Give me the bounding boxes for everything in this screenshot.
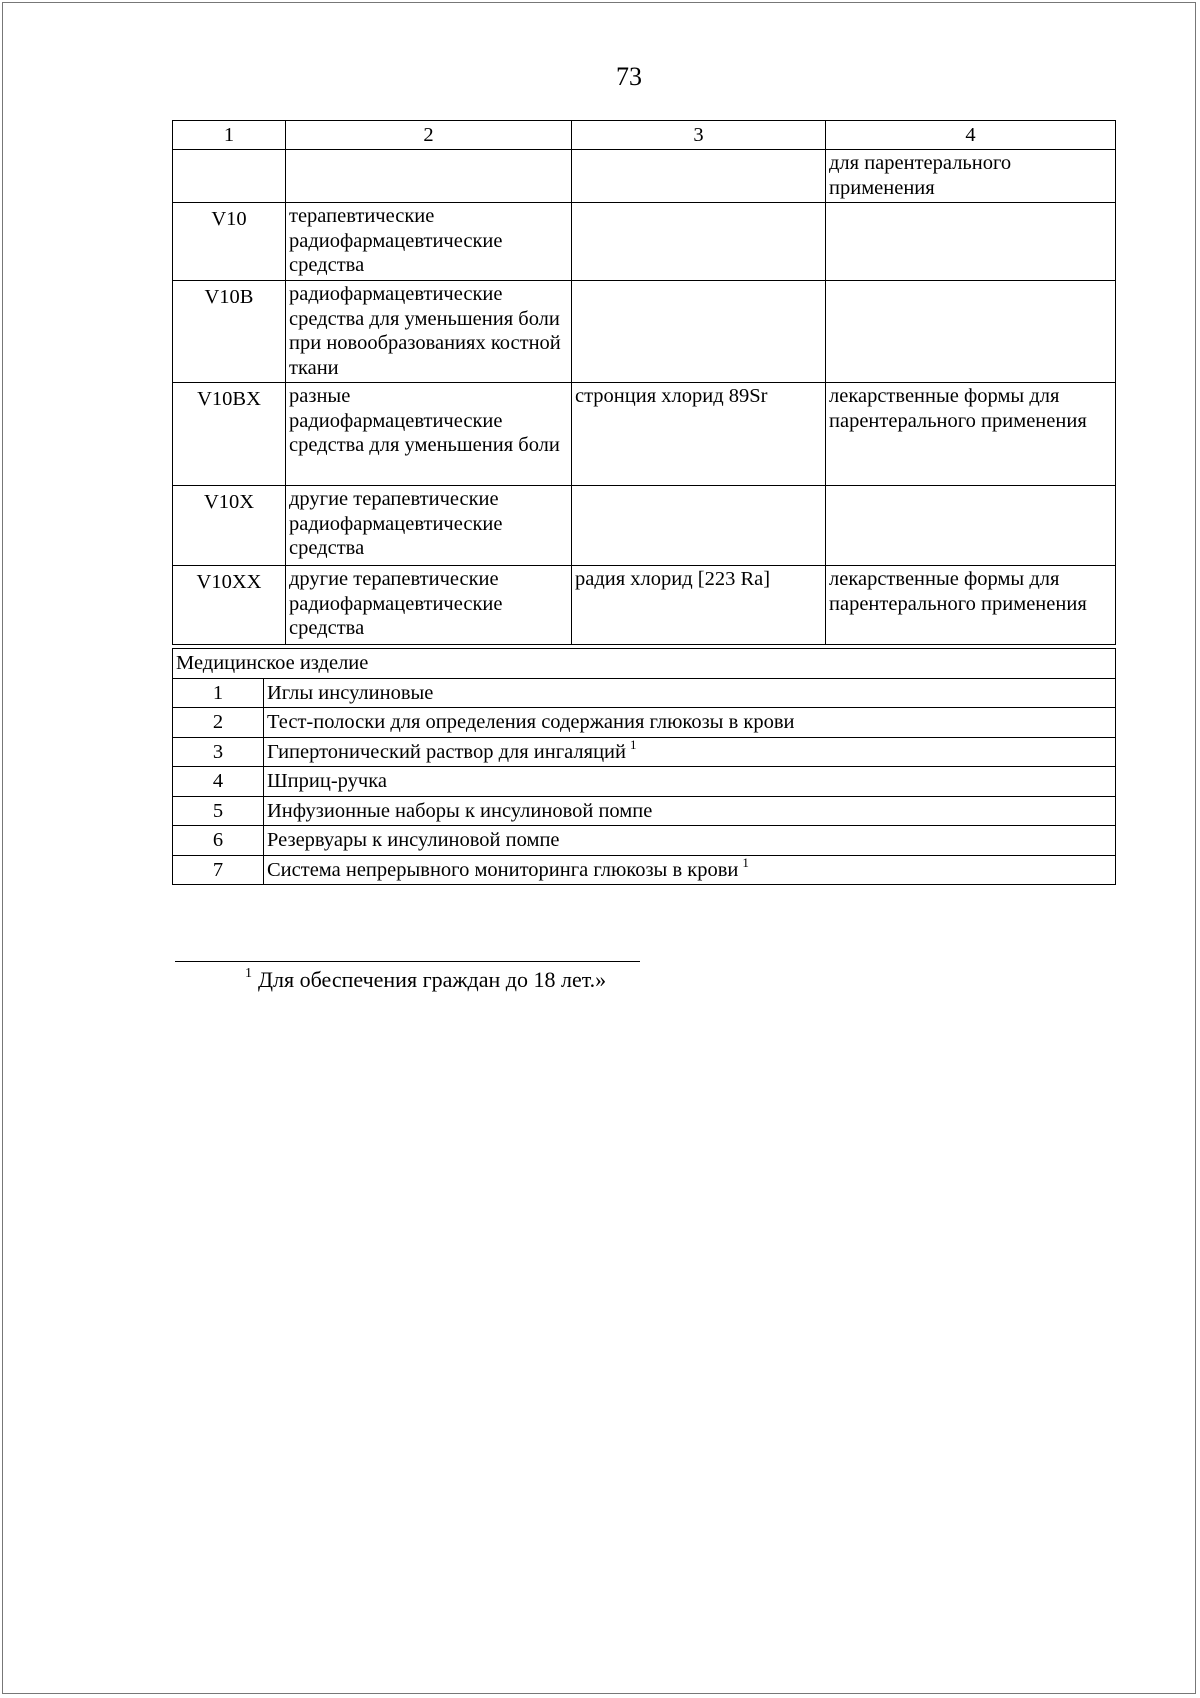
atc-code: V10B	[173, 281, 286, 383]
item-number: 7	[173, 855, 264, 885]
item-number: 4	[173, 767, 264, 797]
footnote-mark: 1	[245, 966, 252, 981]
list-item	[173, 826, 1116, 856]
atc-code	[173, 150, 286, 203]
column-header-4: 4	[826, 121, 1116, 150]
dosage-form: для парентерального применения	[826, 150, 1116, 203]
atc-group: другие терапевтические радиофармацевтические средства	[286, 566, 572, 645]
item-name-text: Иглы инсулиновые	[267, 681, 434, 704]
atc-group: радиофармацевтические средства для уменьшения боли при новообразованиях костной ткани	[286, 281, 572, 383]
page-number: 73	[616, 62, 642, 91]
item-number: 5	[173, 796, 264, 826]
list-item	[173, 796, 1116, 826]
item-name	[264, 826, 1116, 856]
section-title: Медицинское изделие	[173, 649, 1116, 679]
dosage-form: лекарственные формы для парентерального применения	[826, 383, 1116, 486]
table-row	[173, 566, 1116, 645]
item-number: 1	[173, 678, 264, 708]
drug-name	[572, 150, 826, 203]
item-name	[264, 767, 1116, 797]
atc-group	[286, 150, 572, 203]
item-name-text: Инфузионные наборы к инсулиновой помпе	[267, 799, 653, 822]
table-row	[173, 281, 1116, 383]
drug-name: радия хлорид [223 Ra]	[572, 566, 826, 645]
column-header-2: 2	[286, 121, 572, 150]
column-header-3: 3	[572, 121, 826, 150]
item-name-text: Шприц-ручка	[267, 770, 387, 793]
footnote-ref: 1	[742, 854, 749, 870]
drug-name	[572, 486, 826, 566]
atc-group: другие терапевтические радиофармацевтические средства	[286, 486, 572, 566]
table-row	[173, 383, 1116, 486]
atc-code: V10X	[173, 486, 286, 566]
item-name-text: Резервуары к инсулиновой помпе	[267, 829, 560, 852]
atc-group: разные радиофармацевтические средства для уменьшения боли	[286, 383, 572, 486]
footnote-ref: 1	[630, 736, 637, 752]
item-name-text: Тест-полоски для определения содержания глюкозы в крови	[267, 711, 795, 734]
section-row	[173, 649, 1116, 679]
table-header-row	[173, 121, 1116, 150]
column-header-1: 1	[173, 121, 286, 150]
table-row	[173, 150, 1116, 203]
atc-code: V10XX	[173, 566, 286, 645]
footnote-text: Для обеспечения граждан до 18 лет.»	[258, 967, 607, 992]
list-item	[173, 737, 1116, 767]
drug-name	[572, 203, 826, 281]
dosage-form	[826, 281, 1116, 383]
item-number: 3	[173, 737, 264, 767]
table-row	[173, 203, 1116, 281]
item-name	[264, 796, 1116, 826]
list-item	[173, 678, 1116, 708]
dosage-form	[826, 203, 1116, 281]
item-name	[264, 678, 1116, 708]
footnote	[245, 966, 606, 994]
atc-group: терапевтические радиофармацевтические средства	[286, 203, 572, 281]
item-name-text: Система непрерывного мониторинга глюкозы в крови	[267, 858, 739, 881]
item-name	[264, 737, 1116, 767]
list-item	[173, 855, 1116, 885]
item-name	[264, 708, 1116, 738]
item-name	[264, 855, 1116, 885]
medical-devices-table	[172, 648, 1116, 885]
table-row	[173, 486, 1116, 566]
drug-name	[572, 281, 826, 383]
item-name-text: Гипертонический раствор для ингаляций	[267, 740, 627, 763]
atc-code: V10BX	[173, 383, 286, 486]
list-item	[173, 708, 1116, 738]
item-number: 2	[173, 708, 264, 738]
drug-table	[172, 120, 1116, 645]
footnote-separator	[175, 961, 640, 962]
list-item	[173, 767, 1116, 797]
item-number: 6	[173, 826, 264, 856]
atc-code: V10	[173, 203, 286, 281]
dosage-form: лекарственные формы для парентерального применения	[826, 566, 1116, 645]
dosage-form	[826, 486, 1116, 566]
drug-name: стронция хлорид 89Sr	[572, 383, 826, 486]
